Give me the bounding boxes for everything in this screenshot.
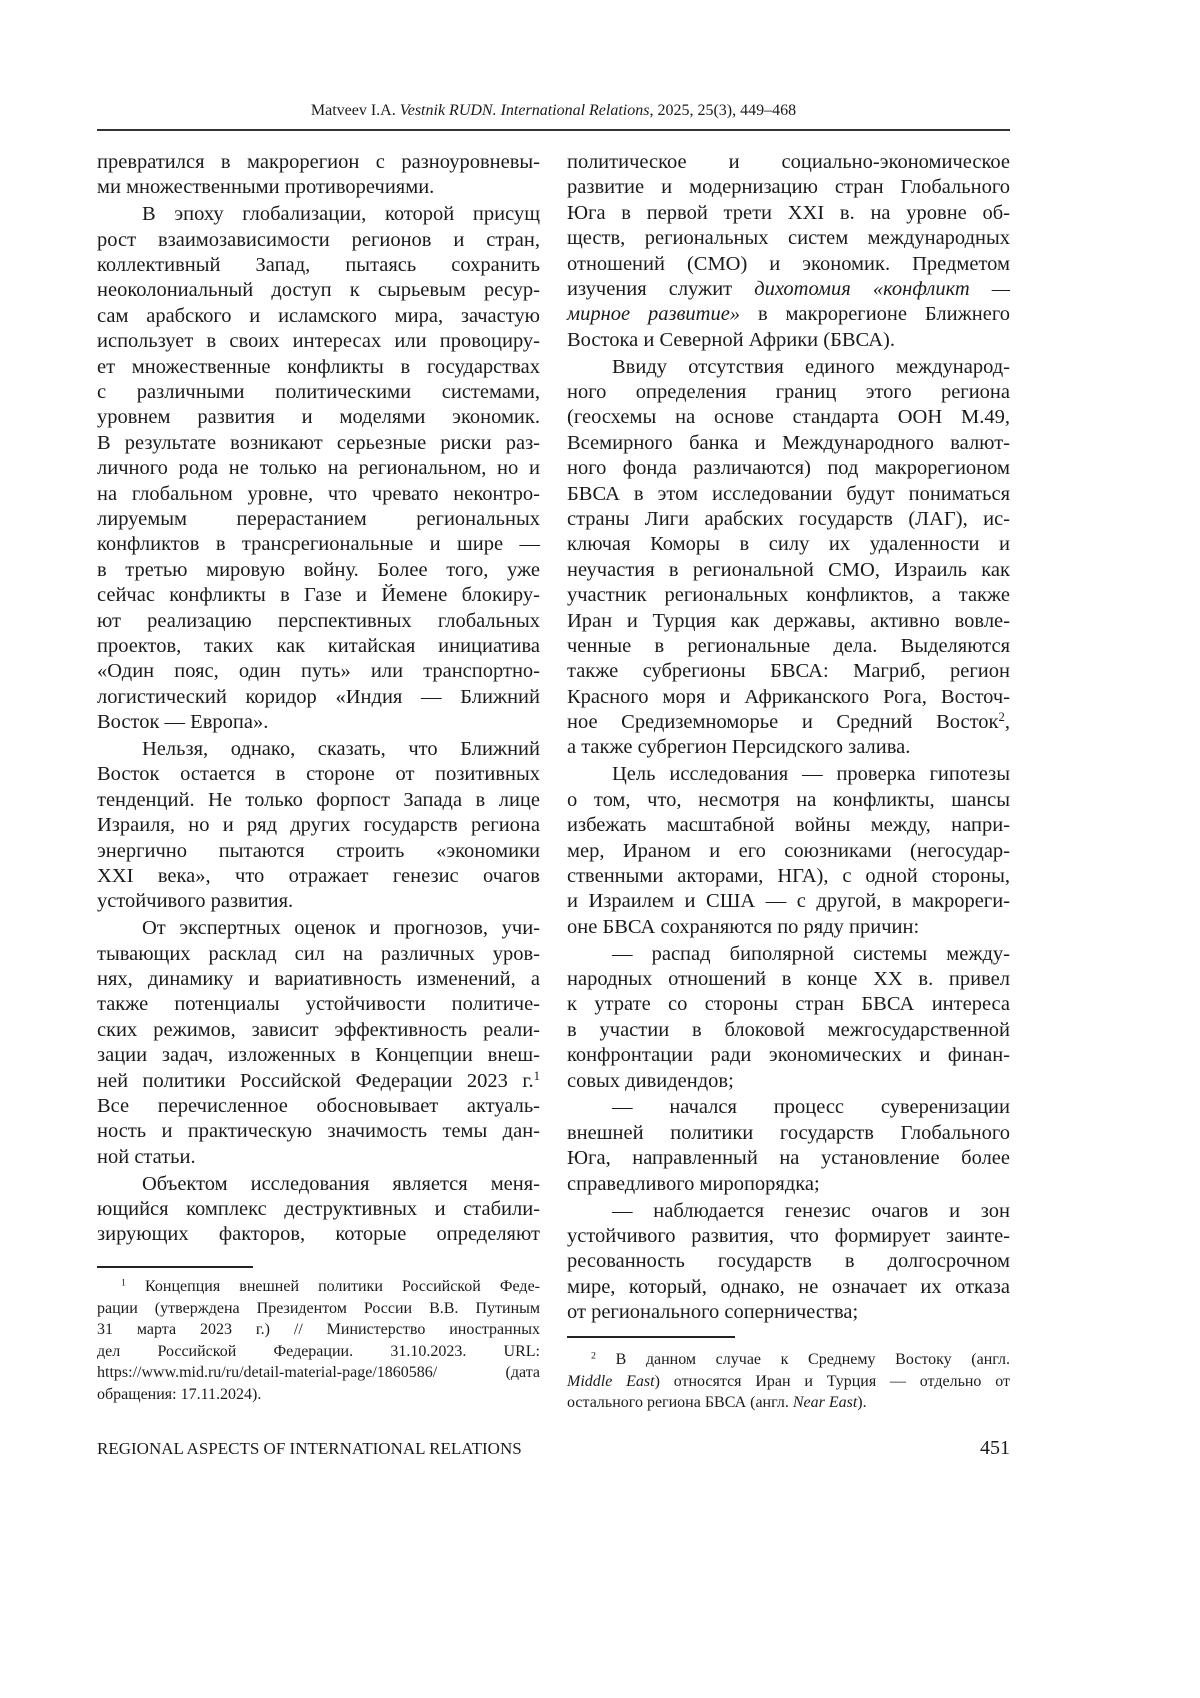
header-rule xyxy=(97,129,1010,131)
text-line: конфликтов в трансрегиональные и шире — xyxy=(97,532,540,557)
paragraph xyxy=(567,762,1010,940)
header-citation: , 2025, 25(3), 449–468 xyxy=(649,102,796,119)
text-line: ного фонда различаются) под макрорегионом xyxy=(567,456,1010,481)
text-line: 31 марта 2023 г.) // Министерство иностранных xyxy=(97,1319,540,1341)
text-line: коллективный Запад, пытаясь сохранить xyxy=(97,253,540,278)
text-line: В результате возникают серьезные риски раз- xyxy=(97,431,540,456)
header-author: Matveev I.A. xyxy=(311,102,400,119)
text-line: https://www.mid.ru/ru/detail-material-page/1860586/ (дата xyxy=(97,1362,540,1384)
text-line: — наблюдается генезис очагов и зон xyxy=(567,1199,1010,1224)
text-line xyxy=(567,277,1010,302)
text-segment: ное Средиземноморье и Средний Восток xyxy=(567,711,999,733)
text-line: Цель исследования — проверка гипотезы xyxy=(567,762,1010,787)
running-header xyxy=(97,102,1010,120)
text-line: а также субрегион Персидского залива. xyxy=(567,735,1010,760)
text-line: Ввиду отсутствия единого международ- xyxy=(567,355,1010,380)
footnote-marker: 2 xyxy=(999,710,1005,724)
text-line: оне БВСА сохраняются по ряду причин: xyxy=(567,915,1010,940)
text-line: неучастия в региональной СМО, Израиль как xyxy=(567,558,1010,583)
text-line: внешней политики государств Глобального xyxy=(567,1121,1010,1146)
text-line: от регионального соперничества; xyxy=(567,1300,1010,1325)
text-line: справедливого миропорядка; xyxy=(567,1172,1010,1197)
text-line: Восток — Европа». xyxy=(97,710,540,735)
paragraph xyxy=(97,1172,540,1248)
text-line: Всемирного банка и Международного валют- xyxy=(567,431,1010,456)
text-line: — распад биполярной системы между- xyxy=(567,942,1010,967)
text-segment: ) относятся Иран и Турция — отдельно от xyxy=(655,1373,1010,1390)
text-line: устойчивого развития, что формирует заинте- xyxy=(567,1224,1010,1249)
text-line: конфронтации ради экономических и финан- xyxy=(567,1043,1010,1068)
text-line: избежать масштабной войны между, напри- xyxy=(567,813,1010,838)
text-line: нях, динамику и вариативность изменений, а xyxy=(97,967,540,992)
text-line: о том, что, несмотря на конфликты, шансы xyxy=(567,788,1010,813)
text-line: Объектом исследования является меня- xyxy=(97,1172,540,1197)
text-line: Нельзя, однако, сказать, что Ближний xyxy=(97,737,540,762)
text-line xyxy=(567,302,1010,327)
text-line: ного определения границ этого региона xyxy=(567,380,1010,405)
footnote-marker: 2 xyxy=(591,1351,596,1362)
text-line: тенденций. Не только форпост Запада в лице xyxy=(97,788,540,813)
text-line: участник региональных конфликтов, а также xyxy=(567,583,1010,608)
text-line: к утрате со стороны стран БВСА интереса xyxy=(567,992,1010,1017)
text-line: народных отношений в конце XX в. привел xyxy=(567,967,1010,992)
footnote-marker: 1 xyxy=(121,1278,126,1289)
text-line xyxy=(567,710,1010,735)
text-line: проектов, таких как китайская инициатива xyxy=(97,634,540,659)
paragraph xyxy=(97,1276,540,1406)
text-line: — начался процесс суверенизации xyxy=(567,1095,1010,1120)
text-line: зирующих факторов, которые определяют xyxy=(97,1222,540,1247)
paragraph xyxy=(97,916,540,1170)
text-line: Израиля, но и ряд других государств региона xyxy=(97,813,540,838)
italic-text: дихотомия «конфликт — xyxy=(754,278,1010,300)
text-line: сейчас конфликты в Газе и Йемене блокиру- xyxy=(97,583,540,608)
paragraph xyxy=(567,1095,1010,1197)
text-line: Юга в первой трети XXI в. на уровне об- xyxy=(567,201,1010,226)
text-line: В эпоху глобализации, которой присущ xyxy=(97,202,540,227)
footnote-marker: 1 xyxy=(534,1069,540,1083)
italic-text: Near East xyxy=(793,1394,857,1411)
text-line: в третью мировую войну. Более того, уже xyxy=(97,558,540,583)
footer-section-title: REGIONAL ASPECTS OF INTERNATIONAL RELATIONS xyxy=(97,1439,522,1459)
text-line: «Один пояс, один путь» или транспортно- xyxy=(97,659,540,684)
right-column xyxy=(567,150,1010,1327)
text-line: уровнем развития и моделями экономик. xyxy=(97,405,540,430)
text-line: энергично пытаются строить «экономики xyxy=(97,839,540,864)
text-line: мире, который, однако, не означает их отказа xyxy=(567,1275,1010,1300)
text-line: ность и практическую значимость темы дан- xyxy=(97,1119,540,1144)
text-line: личного рода не только на региональном, но и xyxy=(97,456,540,481)
paragraph xyxy=(567,355,1010,761)
text-segment: ). xyxy=(857,1394,866,1411)
text-line: рост взаимозависимости регионов и стран, xyxy=(97,228,540,253)
text-line: ключая Коморы в силу их удаленности и xyxy=(567,532,1010,557)
text-line xyxy=(567,1349,1010,1371)
text-line: ченные в региональные дела. Выделяются xyxy=(567,634,1010,659)
text-line: использует в своих интересах или провоциру- xyxy=(97,329,540,354)
text-line: ществ, региональных систем международных xyxy=(567,226,1010,251)
paragraph xyxy=(567,942,1010,1094)
text-line xyxy=(567,1392,1010,1414)
text-line: обращения: 17.11.2024). xyxy=(97,1384,540,1406)
text-line: ной статьи. xyxy=(97,1145,540,1170)
footnote-separator-left xyxy=(97,1266,253,1268)
header-journal: Vestnik RUDN. International Relations xyxy=(400,102,650,119)
text-line: и Израилем и США — с другой, в макрореги- xyxy=(567,889,1010,914)
text-line: рации (утверждена Президентом России В.В. Путиным xyxy=(97,1298,540,1320)
text-line: политическое и социально-экономическое xyxy=(567,150,1010,175)
text-line: ет множественные конфликты в государствах xyxy=(97,355,540,380)
paragraph xyxy=(97,202,540,735)
footnote-separator-right xyxy=(567,1336,735,1338)
text-line xyxy=(97,1069,540,1094)
text-line: От экспертных оценок и прогнозов, учи- xyxy=(97,916,540,941)
text-segment: изучения служит xyxy=(567,278,754,300)
text-segment: Концепция внешней политики Российской Феде- xyxy=(126,1278,540,1295)
paragraph xyxy=(97,737,540,915)
paragraph xyxy=(567,1199,1010,1326)
text-line: БВСА в этом исследовании будут пониматься xyxy=(567,482,1010,507)
text-line xyxy=(567,1371,1010,1393)
text-line: Иран и Турция как державы, активно вовле- xyxy=(567,609,1010,634)
text-line: Юга, направленный на установление более xyxy=(567,1146,1010,1171)
text-line: также субрегионы БВСА: Магриб, регион xyxy=(567,659,1010,684)
text-line: ми множественными противоречиями. xyxy=(97,175,540,200)
text-line: дел Российской Федерации. 31.10.2023. URL: xyxy=(97,1341,540,1363)
footnotes-right xyxy=(567,1349,1010,1415)
text-segment: , xyxy=(1005,711,1010,733)
text-line: ственными акторами, НГА), с одной стороны, xyxy=(567,864,1010,889)
text-line: превратился в макрорегион с разноуровневы- xyxy=(97,150,540,175)
footnotes-left xyxy=(97,1276,540,1407)
italic-text: Middle East xyxy=(567,1373,655,1390)
text-line: устойчивого развития. xyxy=(97,889,540,914)
text-line xyxy=(97,1276,540,1298)
text-line: в участии в блоковой межгосударственной xyxy=(567,1018,1010,1043)
text-line: также потенциалы устойчивости политиче- xyxy=(97,992,540,1017)
text-segment: ней политики Российской Федерации 2023 г. xyxy=(97,1070,534,1092)
text-line: зации задач, изложенных в Концепции внеш- xyxy=(97,1043,540,1068)
text-line: развитие и модернизацию стран Глобального xyxy=(567,175,1010,200)
text-line: страны Лиги арабских государств (ЛАГ), ис- xyxy=(567,507,1010,532)
page-number: 451 xyxy=(980,1437,1010,1460)
text-line: ских режимов, зависит эффективность реали- xyxy=(97,1018,540,1043)
text-line: сам арабского и исламского мира, зачастую xyxy=(97,304,540,329)
text-line: (геосхемы на основе стандарта ООН М.49, xyxy=(567,405,1010,430)
text-line: с различными политическими системами, xyxy=(97,380,540,405)
text-segment: в макрорегионе Ближнего xyxy=(740,303,1010,325)
text-line: мер, Ираном и его союзниками (негосудар- xyxy=(567,839,1010,864)
text-segment: остального региона БВСА (англ. xyxy=(567,1394,793,1411)
text-line: ют реализацию перспективных глобальных xyxy=(97,609,540,634)
text-line: лируемым перерастанием региональных xyxy=(97,507,540,532)
text-line: совых дивидендов; xyxy=(567,1069,1010,1094)
paragraph xyxy=(567,150,1010,353)
text-line: Красного моря и Африканского Рога, Восточ- xyxy=(567,685,1010,710)
text-line: XXI века», что отражает генезис очагов xyxy=(97,864,540,889)
paragraph xyxy=(567,1349,1010,1414)
text-line: ющийся комплекс деструктивных и стабили- xyxy=(97,1197,540,1222)
text-line: логистический коридор «Индия — Ближний xyxy=(97,685,540,710)
text-line: тывающих расклад сил на различных уров- xyxy=(97,942,540,967)
text-line: Востока и Северной Африки (БВСА). xyxy=(567,328,1010,353)
text-line: ресованность государств в долгосрочном xyxy=(567,1249,1010,1274)
paragraph xyxy=(97,150,540,201)
text-segment: В данном случае к Среднему Востоку (англ. xyxy=(596,1351,1010,1368)
left-column xyxy=(97,150,540,1249)
text-line: Восток остается в стороне от позитивных xyxy=(97,762,540,787)
text-line: неоколониальный доступ к сырьевым ресур- xyxy=(97,278,540,303)
text-line: Все перечисленное обосновывает актуаль- xyxy=(97,1094,540,1119)
text-line: отношений (СМО) и экономик. Предметом xyxy=(567,252,1010,277)
text-line: на глобальном уровне, что чревато неконтро- xyxy=(97,482,540,507)
italic-text: мирное развитие» xyxy=(567,303,740,325)
